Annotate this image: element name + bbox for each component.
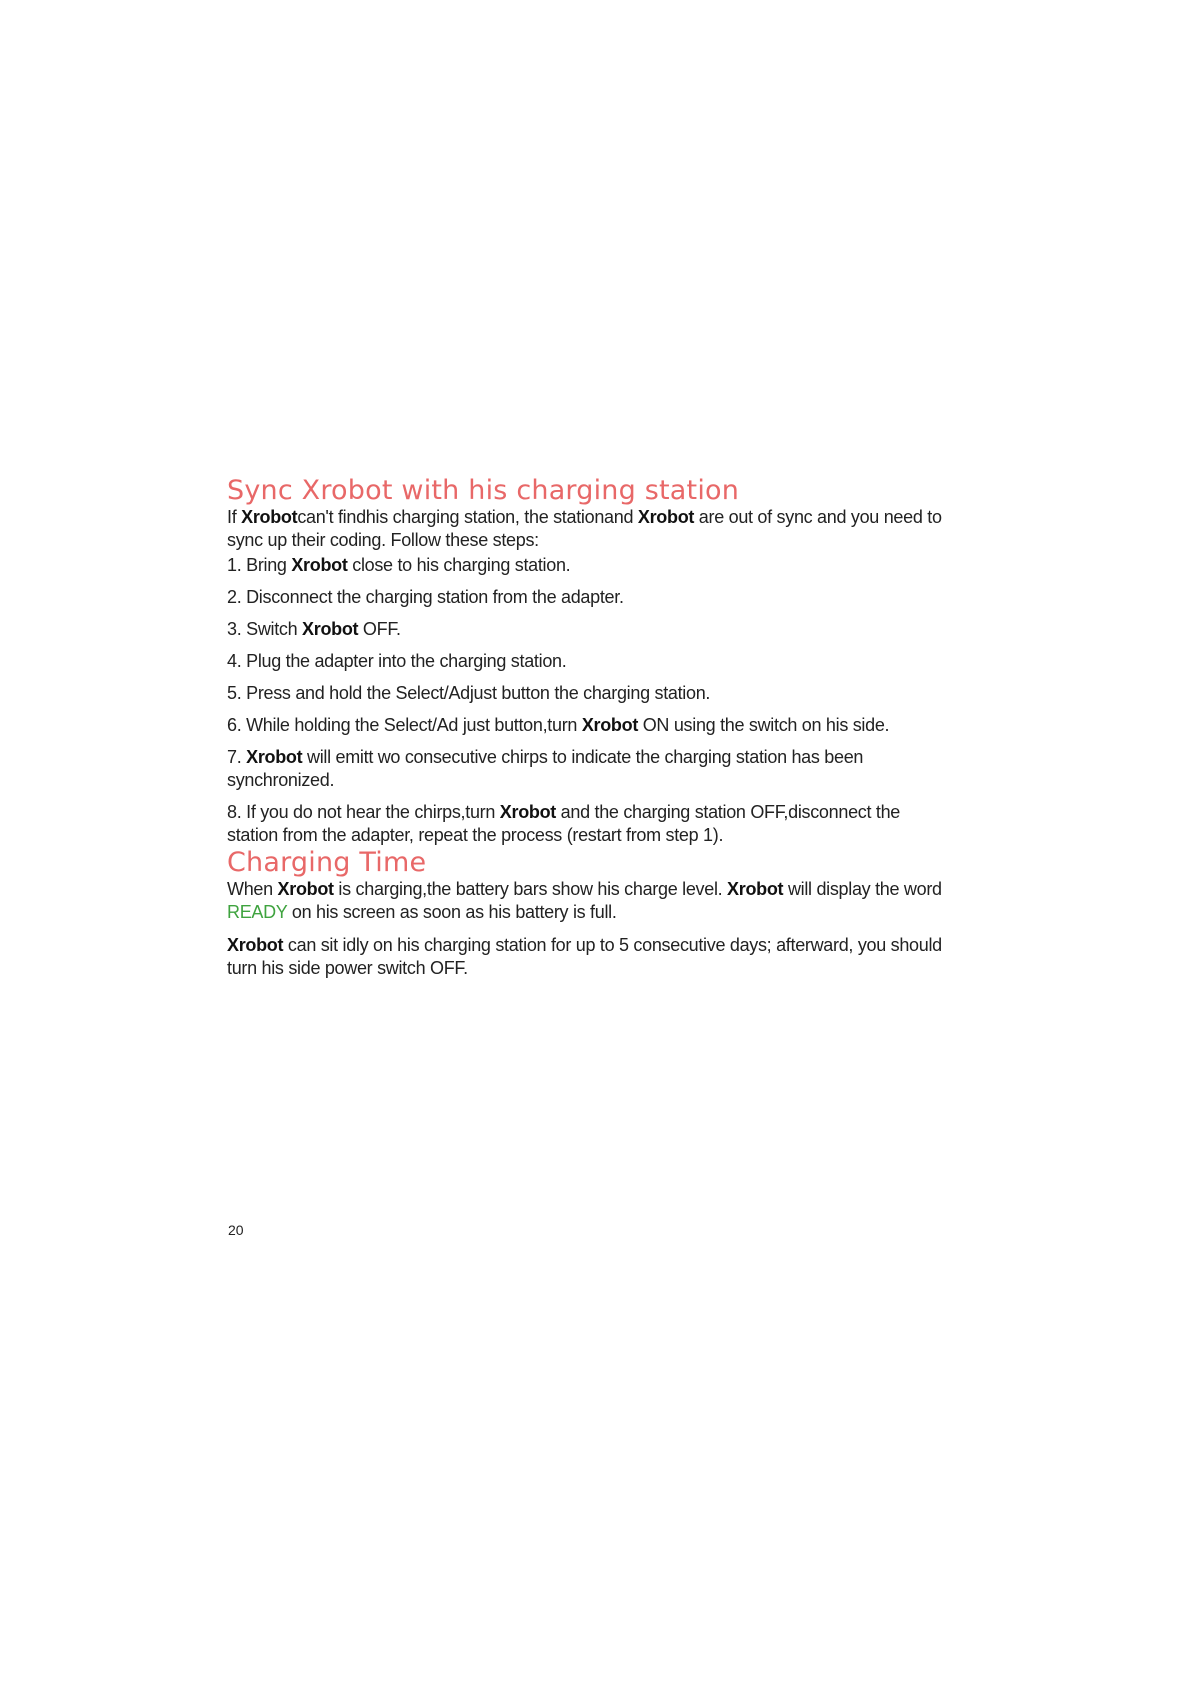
step-text: 1. Bring: [227, 555, 292, 575]
step-text: 8. If you do not hear the chirps,turn: [227, 802, 500, 822]
page-content: [227, 475, 947, 990]
step-item: [227, 682, 947, 705]
step-item: [227, 650, 947, 673]
sync-intro-text-a: If: [227, 507, 242, 527]
paragraph-text: on his screen as soon as his battery is full.: [287, 902, 617, 922]
step-text: 6. While holding the Select/Ad just button,turn: [227, 715, 582, 735]
xrobot-name: Xrobot: [246, 747, 303, 767]
sync-section-title: Sync Xrobot with his charging station: [227, 475, 740, 506]
step-text: OFF.: [358, 619, 401, 639]
step-text: 7.: [227, 747, 247, 767]
sync-intro-text-c: can't findhis charging station, the stationand: [297, 507, 638, 527]
step-text: close to his charging station.: [347, 555, 571, 575]
step-text: 2. Disconnect the charging station from the adapter.: [227, 587, 624, 607]
step-item: [227, 714, 947, 737]
sync-intro-text-e: are out of sync and you need to sync up their coding. Follow these steps:: [227, 507, 942, 550]
paragraph-text: When: [227, 879, 278, 899]
paragraph-text: will display the word: [783, 879, 942, 899]
page-number: 20: [228, 1222, 244, 1238]
xrobot-name: Xrobot: [637, 507, 695, 527]
xrobot-name: Xrobot: [581, 715, 639, 735]
charging-section-title: Charging Time: [227, 847, 427, 878]
charging-paragraph-1: [227, 878, 947, 924]
step-text: 3. Switch: [227, 619, 303, 639]
step-item: [227, 554, 947, 577]
ready-word: READY: [227, 902, 288, 922]
sync-steps-list: [227, 554, 947, 847]
paragraph-text: can sit idly on his charging station for up to 5 consecutive days; afterward, you should turn his side power switch OFF.: [227, 935, 942, 978]
xrobot-name: Xrobot: [277, 879, 334, 899]
xrobot-name: Xrobot: [302, 619, 359, 639]
step-text: 4. Plug the adapter into the charging station.: [227, 651, 567, 671]
xrobot-name: Xrobot: [291, 555, 348, 575]
xrobot-name: Xrobot: [499, 802, 556, 822]
step-text: ON using the switch on his side.: [638, 715, 890, 735]
xrobot-name: Xrobot: [227, 935, 284, 955]
step-item: [227, 586, 947, 609]
step-text: and the charging station OFF,disconnect the station from the adapter, repeat the process (restart from step 1).: [227, 802, 900, 845]
xrobot-name: Xrobot: [241, 507, 298, 527]
step-text: will emitt wo consecutive chirps to indicate the charging station has been synchronized.: [227, 747, 864, 790]
charging-paragraph-2: [227, 934, 947, 980]
xrobot-name: Xrobot: [727, 879, 784, 899]
step-item: [227, 746, 947, 792]
sync-intro-paragraph: [227, 506, 947, 552]
step-text: 5. Press and hold the Select/Adjust button the charging station.: [227, 683, 711, 703]
step-item: [227, 618, 947, 641]
step-item: [227, 801, 947, 847]
paragraph-text: is charging,the battery bars show his charge level.: [333, 879, 728, 899]
